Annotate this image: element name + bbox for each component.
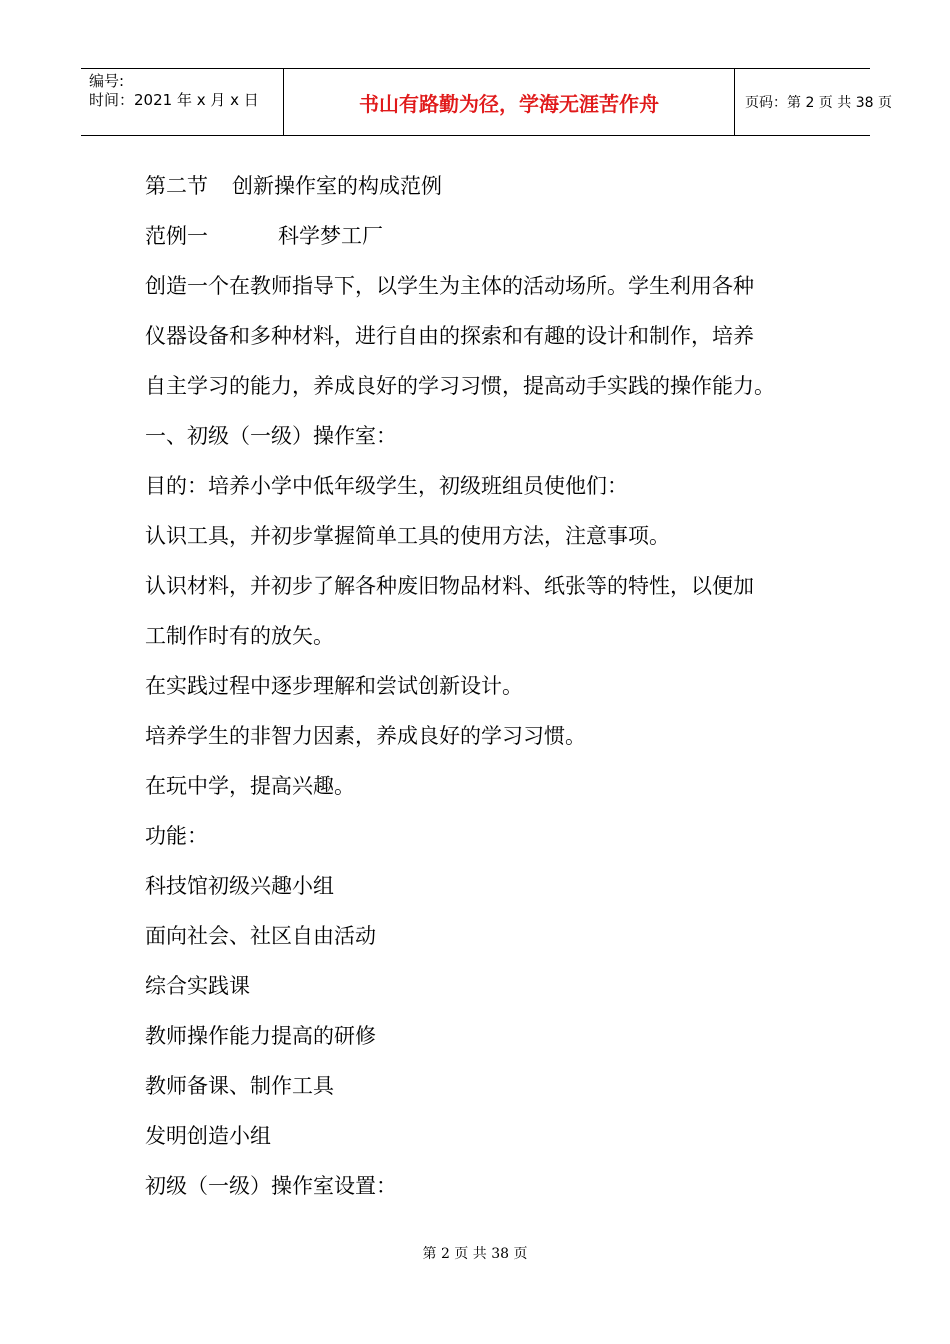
document-number-label: 编号: <box>89 72 125 90</box>
header-info-cell <box>81 69 283 135</box>
page-footer: 第 2 页 共 38 页 <box>422 1246 528 1262</box>
paragraph-line: 在实践过程中逐步理解和尝试创新设计。 <box>145 674 523 698</box>
paragraph-line: 仪器设备和多种材料，进行自由的探索和有趣的设计和制作，培养 <box>145 324 754 348</box>
paragraph-line: 自主学习的能力，养成良好的学习习惯，提高动手实践的操作能力。 <box>145 374 775 398</box>
example-name: 科学梦工厂 <box>278 224 383 248</box>
document-date-label: 时间：2021 年 x 月 x 日 <box>89 91 259 109</box>
list-item: 面向社会、社区自由活动 <box>145 924 376 948</box>
paragraph-line: 培养学生的非智力因素，养成良好的学习习惯。 <box>145 724 586 748</box>
paragraph-line: 在玩中学，提高兴趣。 <box>145 774 355 798</box>
list-item: 教师操作能力提高的研修 <box>145 1024 376 1048</box>
list-item: 综合实践课 <box>145 974 250 998</box>
paragraph-line: 功能： <box>145 824 208 848</box>
paragraph-line: 创造一个在教师指导下，以学生为主体的活动场所。学生利用各种 <box>145 274 754 298</box>
paragraph-line: 工制作时有的放矢。 <box>145 624 334 648</box>
list-item: 发明创造小组 <box>145 1124 271 1148</box>
section-name: 创新操作室的构成范例 <box>232 174 442 198</box>
example-number: 范例一 <box>145 224 208 248</box>
paragraph-line: 认识材料，并初步了解各种废旧物品材料、纸张等的特性，以便加 <box>145 574 754 598</box>
list-item: 教师备课、制作工具 <box>145 1074 334 1098</box>
header-motto-cell <box>283 69 735 135</box>
page-header <box>81 68 892 136</box>
header-page-info: 页码：第 2 页 共 38 页 <box>745 95 892 111</box>
subsection-heading: 一、初级（一级）操作室： <box>145 424 397 448</box>
document-body <box>145 166 845 1216</box>
example-title <box>145 216 845 266</box>
list-item: 科技馆初级兴趣小组 <box>145 874 334 898</box>
header-motto: 书山有路勤为径，学海无涯苦作舟 <box>359 92 659 116</box>
subsection-heading: 初级（一级）操作室设置： <box>145 1174 397 1198</box>
section-number: 第二节 <box>145 174 208 198</box>
section-title <box>145 166 845 216</box>
header-page-cell <box>735 69 892 135</box>
paragraph-line: 认识工具，并初步掌握简单工具的使用方法，注意事项。 <box>145 524 670 548</box>
paragraph-line: 目的：培养小学中低年级学生，初级班组员使他们： <box>145 474 628 498</box>
